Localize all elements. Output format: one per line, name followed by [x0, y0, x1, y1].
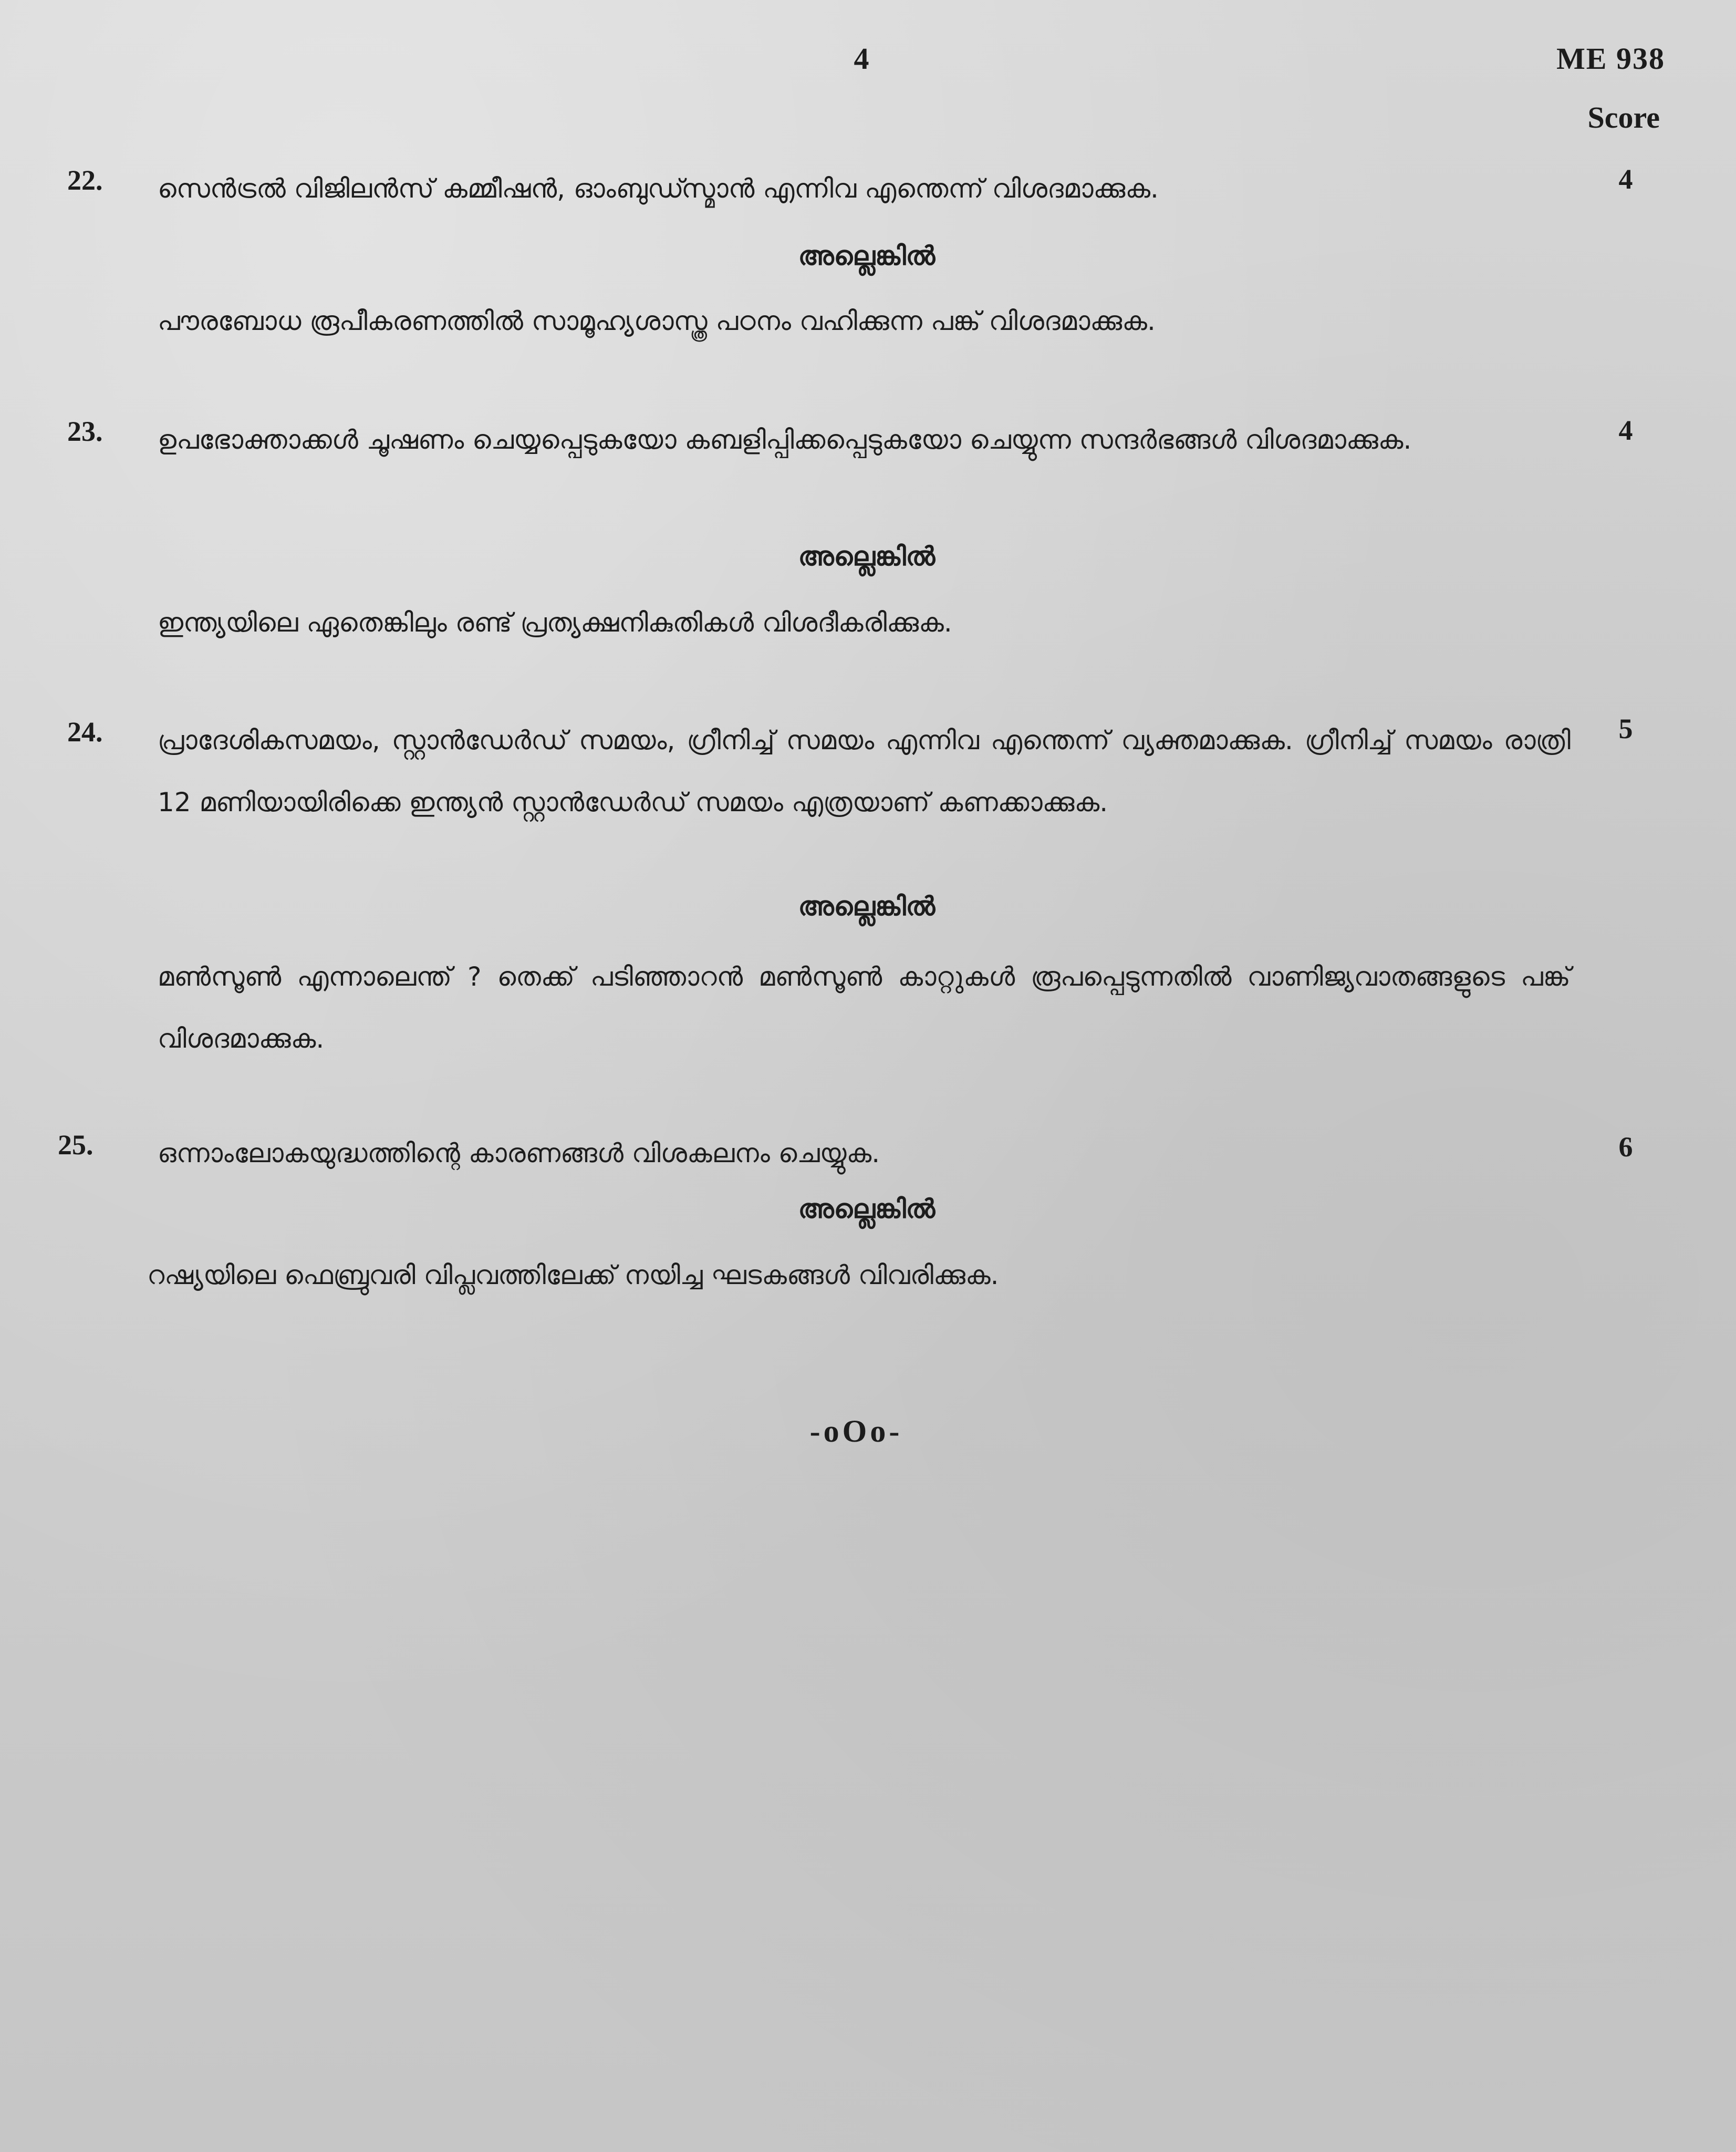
question-22-text: സെൻട്രൽ വിജിലൻസ് കമ്മീഷൻ, ഓംബുഡ്സ്മാൻ എന്നിവ എന്തെന്ന് വിശദമാക്കുക. [158, 173, 1159, 204]
question-25-alternative-text: റഷ്യയിലെ ഫെബ്രുവരി വിപ്ലവത്തിലേക്ക് നയിച്ച ഘടകങ്ങൾ വിവരിക്കുക. [147, 1260, 999, 1290]
question-25-score: 6 [1618, 1131, 1633, 1163]
end-of-paper-mark: -oOo- [809, 1414, 903, 1449]
question-23-score: 4 [1618, 415, 1633, 446]
question-24-or-label: അല്ലെങ്കിൽ [798, 891, 935, 922]
question-24-alternative-text: മൺസൂൺ എന്നാലെന്ത് ? തെക്ക് പടിഞ്ഞാറൻ മൺസൂൺ കാറ്റുകൾ രൂപപ്പെടുന്നതിൽ വാണിജ്യവാതങ്ങളുടെ പങ്ക് വിശദമാക്കുക. [158, 961, 1571, 1054]
question-24-number: 24. [67, 716, 103, 748]
question-23-number: 23. [67, 416, 103, 447]
question-23-text: ഉപഭോക്താക്കൾ ചൂഷണം ചെയ്യപ്പെടുകയോ കബളിപ്പിക്കപ്പെടുകയോ ചെയ്യുന്ന സന്ദർഭങ്ങൾ വിശദമാക്കുക. [158, 425, 1412, 455]
page-number: 4 [854, 42, 869, 76]
score-column-heading: Score [1587, 100, 1660, 134]
question-25-number: 25. [58, 1129, 93, 1161]
question-22-number: 22. [67, 164, 103, 196]
question-24-text: പ്രാദേശികസമയം, സ്റ്റാൻഡേർഡ് സമയം, ഗ്രീനിച്ച് സമയം എന്നിവ എന്തെന്ന് വ്യക്തമാക്കുക. ഗ്രീനിച്ച് സമയം രാത്രി 12 മണിയായിരിക്കെ ഇന്ത്യൻ സ്റ്റാൻഡേർഡ് സമയം എത്രയാണ് കണക്കാക്കുക. [158, 725, 1571, 818]
question-23-alternative-text: ഇന്ത്യയിലെ ഏതെങ്കിലും രണ്ട് പ്രത്യക്ഷനികുതികൾ വിശദീകരിക്കുക. [158, 607, 952, 638]
question-23-or-label: അല്ലെങ്കിൽ [798, 541, 935, 572]
question-25-text: ഒന്നാംലോകയുദ്ധത്തിന്റെ കാരണങ്ങൾ വിശകലനം ചെയ്യുക. [158, 1138, 880, 1168]
question-22-score: 4 [1618, 163, 1633, 195]
paper-code: ME 938 [1556, 42, 1665, 76]
question-25-or-label: അല്ലെങ്കിൽ [798, 1194, 935, 1224]
question-22-alternative-text: പൗരബോധ രൂപീകരണത്തിൽ സാമൂഹ്യശാസ്ത്ര പഠനം വഹിക്കുന്ന പങ്ക് വിശദമാക്കുക. [158, 306, 1156, 336]
question-24-score: 5 [1618, 713, 1633, 744]
question-22-or-label: അല്ലെങ്കിൽ [798, 241, 935, 271]
